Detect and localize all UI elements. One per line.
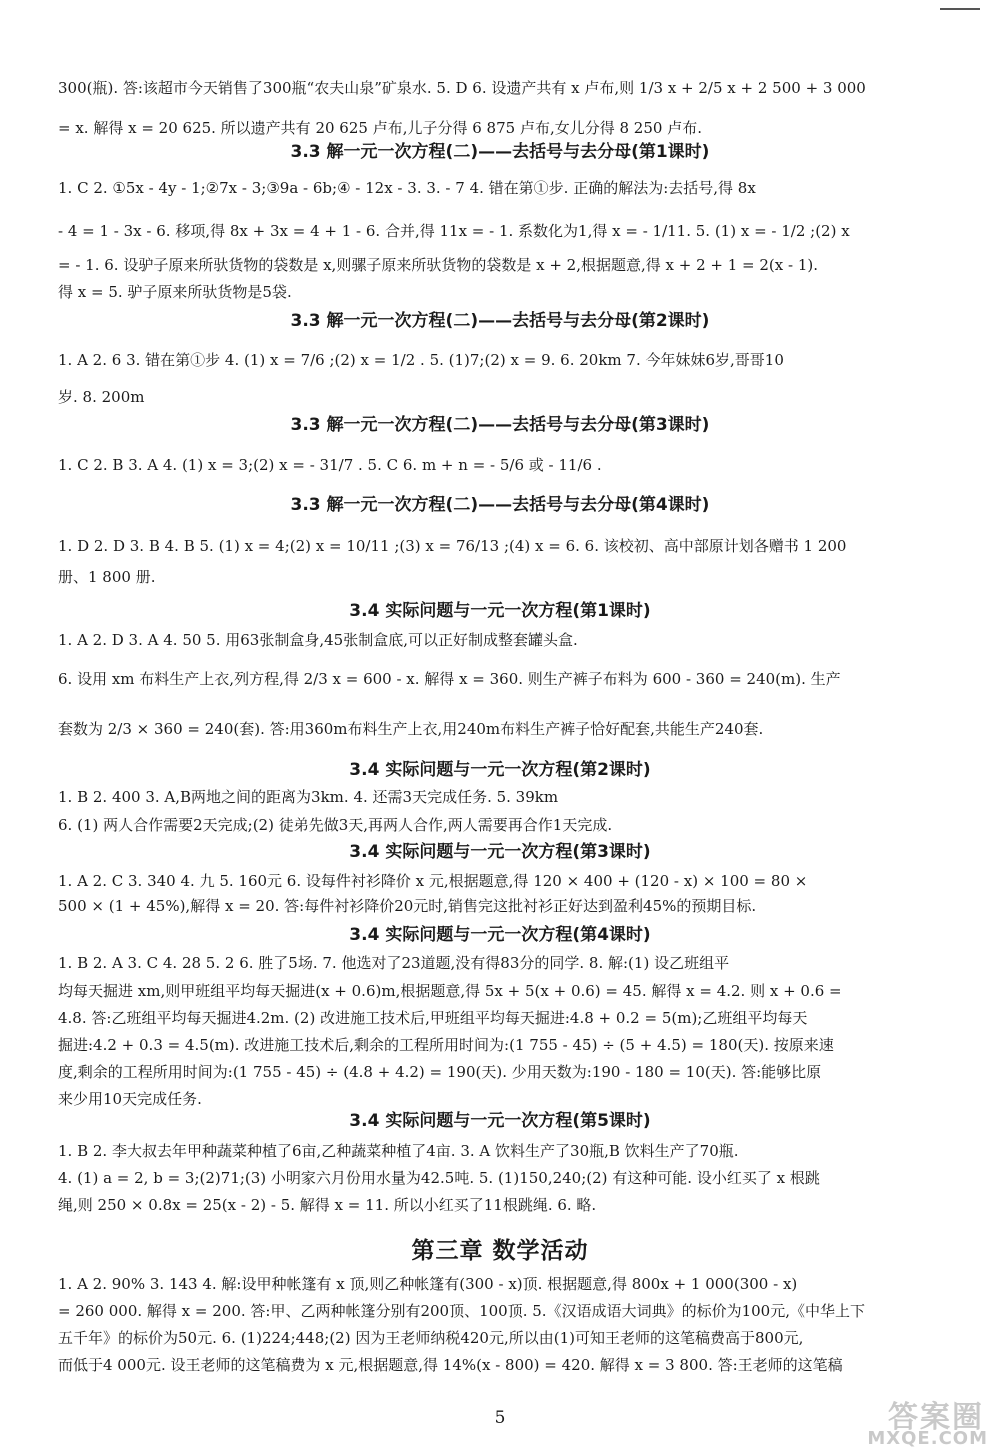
answer-line: = 260 000. 解得 x = 200. 答:甲、乙两种帐篷分别有200顶、100顶. 5.《汉语成语大词典》的标价为100元,《中华上下 [58,1302,865,1320]
section-heading: 3.3 解一元一次方程(二)——去括号与去分母(第2课时) [290,311,710,331]
answer-line: 得 x = 5. 驴子原来所驮货物是5袋. [58,283,292,301]
answer-line: 1. A 2. C 3. 340 4. 九 5. 160元 6. 设每件衬衫降价 x 元,根据题意,得 120 × 400 + (120 - x) × 100 = 80 × [58,872,808,890]
answer-line: 6. 设用 xm 布料生产上衣,列方程,得 2/3 x = 600 - x. 解得 x = 360. 则生产裤子布料为 600 - 360 = 240(m). 生产 [58,670,841,688]
answer-line: 绳,则 250 × 0.8x = 25(x - 2) - 5. 解得 x = 11. 所以小红买了11根跳绳. 6. 略. [58,1196,597,1214]
answer-line: = - 1. 6. 设驴子原来所驮货物的袋数是 x,则骡子原来所驮货物的袋数是 x + 2,根据题意,得 x + 2 + 1 = 2(x - 1). [58,256,818,274]
answer-line: 1. B 2. 李大叔去年甲种蔬菜种植了6亩,乙种蔬菜种植了4亩. 3. A 饮料生产了30瓶,B 饮料生产了70瓶. [58,1142,739,1160]
top-rule [940,8,980,10]
answer-line: 均每天掘进 xm,则甲班组平均每天掘进(x + 0.6)m,根据题意,得 5x + 5(x + 0.6) = 45. 解得 x = 4.2. 则 x + 0.6 = [58,982,842,1000]
answer-line: = x. 解得 x = 20 625. 所以遗产共有 20 625 卢布,儿子分得 6 875 卢布,女儿分得 8 250 卢布. [58,119,702,137]
answer-line: 1. A 2. 6 3. 错在第①步 4. (1) x = 7/6 ;(2) x = 1/2 . 5. (1)7;(2) x = 9. 6. 20km 7. 今年妹妹6岁,哥哥10 [58,351,784,369]
answer-line: 4. (1) a = 2, b = 3;(2)71;(3) 小明家六月份用水量为42.5吨. 5. (1)150,240;(2) 有这种可能. 设小红买了 x 根跳 [58,1169,820,1187]
answer-line: 6. (1) 两人合作需要2天完成;(2) 徒弟先做3天,再两人合作,两人需要再合作1天完成. [58,816,613,834]
answer-line: 1. A 2. D 3. A 4. 50 5. 用63张制盒身,45张制盒底,可以正好制成整套罐头盒. [58,631,578,649]
answer-line: 而低于4 000元. 设王老师的这笔稿费为 x 元,根据题意,得 14%(x - 800) = 420. 解得 x = 3 800. 答:王老师的这笔稿 [58,1356,843,1374]
section-heading: 3.3 解一元一次方程(二)——去括号与去分母(第4课时) [290,495,710,515]
page-number: 5 [494,1408,506,1428]
answer-line: 1. D 2. D 3. B 4. B 5. (1) x = 4;(2) x = 10/11 ;(3) x = 76/13 ;(4) x = 6. 6. 该校初、高中部原计划各赠书 1 200 [58,537,847,555]
answer-line: 4.8. 答:乙班组平均每天掘进4.2m. (2) 改进施工技术后,甲班组平均每天掘进:4.8 + 0.2 = 5(m);乙班组平均每天 [58,1009,808,1027]
answer-line: 套数为 2/3 × 360 = 240(套). 答:用360m布料生产上衣,用240m布料生产裤子恰好配套,共能生产240套. [58,720,764,738]
answer-line: 来少用10天完成任务. [58,1090,202,1108]
chapter-title: 第三章 数学活动 [411,1238,589,1264]
section-heading: 3.3 解一元一次方程(二)——去括号与去分母(第3课时) [290,415,710,435]
section-heading: 3.4 实际问题与一元一次方程(第4课时) [349,925,651,945]
section-heading: 3.4 实际问题与一元一次方程(第2课时) [349,760,651,780]
answer-line: - 4 = 1 - 3x - 6. 移项,得 8x + 3x = 4 + 1 - 6. 合并,得 11x = - 1. 系数化为1,得 x = - 1/11. 5. (1) x = - 1/2 ;(2) x [58,222,850,240]
section-heading: 3.4 实际问题与一元一次方程(第5课时) [349,1111,651,1131]
answer-line: 掘进:4.2 + 0.3 = 4.5(m). 改进施工技术后,剩余的工程所用时间为:(1 755 - 45) ÷ (5 + 4.5) = 180(天). 按原来速 [58,1036,834,1054]
answer-line: 五千年》的标价为50元. 6. (1)224;448;(2) 因为王老师纳税420元,所以由(1)可知王老师的这笔稿费高于800元, [58,1329,804,1347]
answer-line: 1. B 2. A 3. C 4. 28 5. 2 6. 胜了5场. 7. 他选对了23道题,没有得83分的同学. 8. 解:(1) 设乙班组平 [58,954,730,972]
answer-line: 度,剩余的工程所用时间为:(1 755 - 45) ÷ (4.8 + 4.2) = 190(天). 少用天数为:190 - 180 = 10(天). 答:能够比原 [58,1063,822,1081]
answer-line: 500 × (1 + 45%),解得 x = 20. 答:每件衬衫降价20元时,销售完这批衬衫正好达到盈利45%的预期目标. [58,897,757,915]
section-heading: 3.4 实际问题与一元一次方程(第3课时) [349,842,651,862]
answer-line: 1. C 2. ①5x - 4y - 1;②7x - 3;③9a - 6b;④ - 12x - 3. 3. - 7 4. 错在第①步. 正确的解法为:去括号,得 8x [58,179,756,197]
section-heading: 3.4 实际问题与一元一次方程(第1课时) [349,601,651,621]
watermark-logo [844,1392,994,1452]
answer-line: 300(瓶). 答:该超市今天销售了300瓶“农夫山泉”矿泉水. 5. D 6. 设遗产共有 x 卢布,则 1/3 x + 2/5 x + 2 500 + 3 000 [58,79,866,97]
watermark-line1: 答案圈 [888,1400,984,1435]
answer-line: 1. A 2. 90% 3. 143 4. 解:设甲种帐篷有 x 顶,则乙种帐篷有(300 - x)顶. 根据题意,得 800x + 1 000(300 - x) [58,1275,798,1293]
section-heading: 3.3 解一元一次方程(二)——去括号与去分母(第1课时) [290,142,710,162]
answer-line: 1. B 2. 400 3. A,B两地之间的距离为3km. 4. 还需3天完成任务. 5. 39km [58,788,559,806]
answer-line: 岁. 8. 200m [58,388,145,406]
answer-line: 1. C 2. B 3. A 4. (1) x = 3;(2) x = - 31/7 . 5. C 6. m + n = - 5/6 或 - 11/6 . [58,456,602,474]
answer-line: 册、1 800 册. [58,568,156,586]
watermark-line2: MXQE.COM [867,1428,988,1449]
